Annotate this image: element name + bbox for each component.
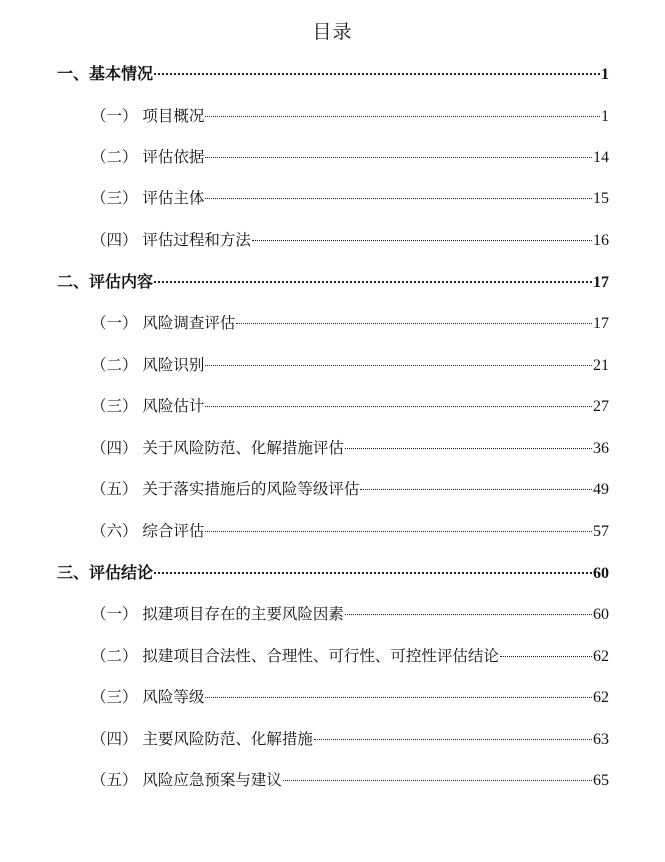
dot-leader [205,115,600,117]
dot-leader [205,364,592,366]
toc-entry-text: （二） 评估依据 [91,148,205,166]
toc-entry-text: （三） 评估主体 [91,189,205,207]
toc-page-number: 21 [593,357,609,374]
dot-leader [205,156,592,158]
dot-leader [154,280,592,283]
toc-entry-subsection[interactable] [91,311,609,335]
toc-entry-subsection[interactable] [91,104,609,128]
dot-leader [205,696,592,698]
toc-page-number: 15 [593,190,609,207]
toc-entry-text: （二） 拟建项目合法性、合理性、可行性、可控性评估结论 [91,647,499,665]
toc-entry-text: （四） 主要风险防范、化解措施 [91,730,313,748]
toc-entry-subsection[interactable] [91,685,609,709]
toc-page-number: 63 [593,731,609,748]
toc-entry-section-2[interactable] [57,270,609,294]
toc-entry-section-1[interactable] [57,62,609,86]
toc-entry-text: （一） 拟建项目存在的主要风险因素 [91,605,344,623]
toc-page-number: 62 [593,689,609,706]
toc-page-number: 17 [593,274,609,291]
toc-entry-subsection[interactable] [91,644,609,668]
toc-entry-subsection[interactable] [91,228,609,252]
toc-entry-text: （五） 风险应急预案与建议 [91,771,282,789]
toc-page-number: 49 [593,481,609,498]
toc-page-number: 60 [593,565,609,582]
toc-entry-text: （一） 风险调查评估 [91,314,236,332]
toc-entry-text: （四） 关于风险防范、化解措施评估 [91,439,344,457]
toc-entry-section-3[interactable] [57,561,609,585]
toc-entry-text: （一） 项目概况 [91,107,205,125]
dot-leader [283,779,592,781]
dot-leader [236,322,592,324]
dot-leader [205,530,592,532]
toc-entry-text: 三、评估结论 [57,563,154,582]
toc-entry-subsection[interactable] [91,186,609,210]
toc-entry-subsection[interactable] [91,768,609,792]
toc-page-number: 14 [593,149,609,166]
toc-entry-text: （三） 风险估计 [91,397,205,415]
dot-leader [205,197,592,199]
toc-entry-subsection[interactable] [91,353,609,377]
toc-entry-subsection[interactable] [91,519,609,543]
toc-page-number: 16 [593,232,609,249]
toc-entry-text: （六） 综合评估 [91,522,205,540]
toc-entry-text: （四） 评估过程和方法 [91,231,251,249]
dot-leader [154,571,592,574]
toc-entry-text: （二） 风险识别 [91,356,205,374]
dot-leader [314,738,592,740]
toc-entry-text: （三） 风险等级 [91,688,205,706]
dot-leader [500,655,592,657]
toc-entry-subsection[interactable] [91,727,609,751]
toc-page-number: 65 [593,772,609,789]
toc-entry-subsection[interactable] [91,436,609,460]
dot-leader [360,488,592,490]
toc-entry-subsection[interactable] [91,477,609,501]
toc-page-number: 36 [593,440,609,457]
toc-page-number: 62 [593,648,609,665]
toc-page-number: 1 [601,108,609,125]
dot-leader [154,72,600,75]
toc-page-number: 27 [593,398,609,415]
dot-leader [205,405,592,407]
toc-entry-subsection[interactable] [91,145,609,169]
toc-entry-text: 一、基本情况 [57,64,154,83]
dot-leader [252,239,592,241]
toc-page-number: 17 [593,315,609,332]
toc-entry-subsection[interactable] [91,602,609,626]
toc-entry-text: （五） 关于落实措施后的风险等级评估 [91,480,360,498]
dot-leader [345,447,592,449]
dot-leader [345,613,592,615]
toc-page-number: 60 [593,606,609,623]
toc-page-number: 57 [593,523,609,540]
toc-page-number: 1 [601,66,609,83]
page-title: 目录 [312,21,353,43]
toc-entry-text: 二、评估内容 [57,272,154,291]
toc-entry-subsection[interactable] [91,394,609,418]
